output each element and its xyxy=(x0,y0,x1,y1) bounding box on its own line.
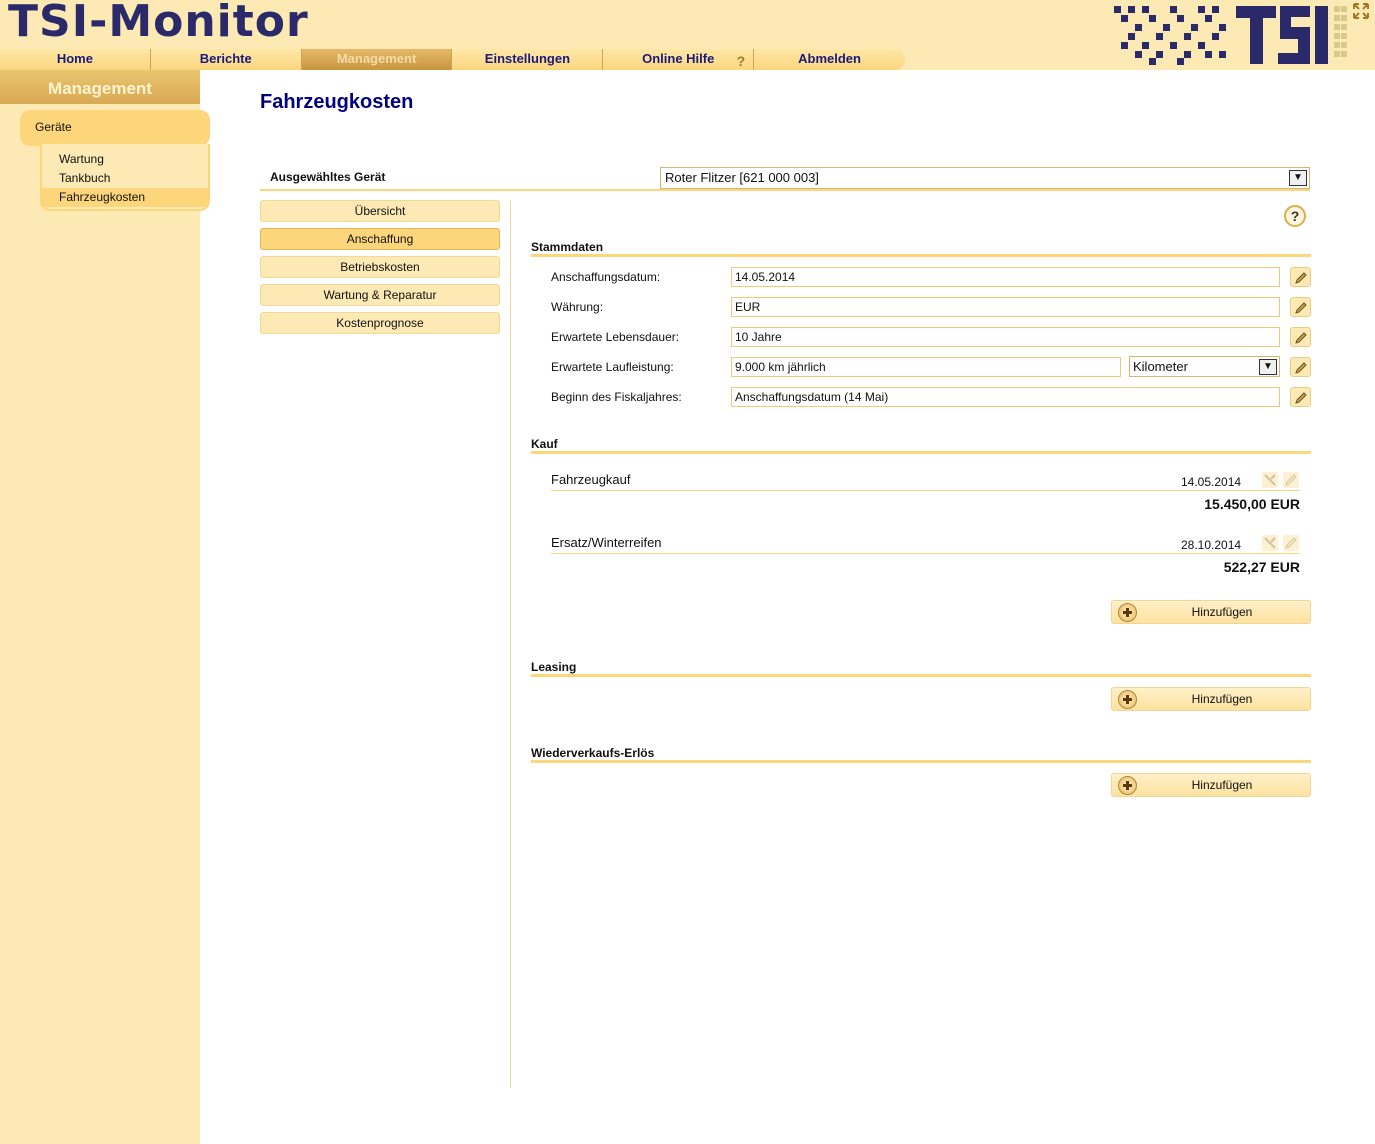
section-wiederverkauf: Wiederverkaufs-Erlös xyxy=(531,746,1311,763)
app-logo-text: TSI-Monitor xyxy=(8,0,309,47)
device-row xyxy=(260,167,1310,191)
nav-home[interactable]: Home xyxy=(0,49,151,70)
section-leasing: Leasing xyxy=(531,660,1311,677)
tools-icon xyxy=(1262,472,1278,488)
pencil-icon xyxy=(1283,535,1299,551)
section-stammdaten: Stammdaten xyxy=(531,240,1311,257)
item-amount: 522,27 EUR xyxy=(1223,559,1300,575)
pencil-icon xyxy=(1294,271,1308,285)
nav-abmelden[interactable]: Abmelden xyxy=(798,51,861,66)
anschaffungsdatum-field[interactable]: 14.05.2014 xyxy=(731,267,1280,287)
chevron-down-icon: ▼ xyxy=(1289,170,1307,186)
device-select-value: Roter Flitzer [621 000 003] xyxy=(665,170,819,185)
main-nav xyxy=(0,49,905,70)
device-select[interactable] xyxy=(660,167,1310,189)
app-header xyxy=(0,0,1375,70)
laufleistung-field[interactable]: 9.000 km jährlich xyxy=(731,357,1121,377)
edit-laufleistung-button[interactable] xyxy=(1290,357,1311,377)
content-divider xyxy=(510,200,511,1088)
unit-select[interactable] xyxy=(1129,356,1280,377)
pencil-icon xyxy=(1294,391,1308,405)
item-amount: 15.450,00 EUR xyxy=(1204,496,1300,512)
sidebar-item-tankbuch[interactable]: Tankbuch xyxy=(59,171,111,185)
unit-select-value: Kilometer xyxy=(1133,359,1188,374)
chevron-down-icon: ▼ xyxy=(1259,359,1277,375)
field-label-waehrung: Währung: xyxy=(551,300,604,314)
edit-lebensdauer-button[interactable] xyxy=(1290,327,1311,347)
field-label-anschaffungsdatum: Anschaffungsdatum: xyxy=(551,270,661,284)
field-label-fiskaljahr: Beginn des Fiskaljahres: xyxy=(551,390,682,404)
add-leasing-button[interactable]: Hinzufügen xyxy=(1111,687,1311,711)
tsi-logo xyxy=(1112,4,1348,66)
edit-item-button[interactable] xyxy=(1283,472,1299,488)
sidebar-group-geraete xyxy=(20,110,210,212)
edit-anschaffungsdatum-button[interactable] xyxy=(1290,267,1311,287)
nav-management[interactable]: Management xyxy=(302,49,453,70)
nav-online-hilfe[interactable]: Online Hilfe ? xyxy=(603,49,754,70)
section-kauf: Kauf xyxy=(531,437,1311,454)
item-date: 14.05.2014 xyxy=(1181,475,1242,489)
edit-fiskaljahr-button[interactable] xyxy=(1290,387,1311,407)
item-date: 28.10.2014 xyxy=(1181,538,1242,552)
edit-waehrung-button[interactable] xyxy=(1290,297,1311,317)
device-label: Ausgewähltes Gerät xyxy=(270,170,386,184)
edit-item-button[interactable] xyxy=(1283,535,1299,551)
sidebar xyxy=(0,70,200,1144)
page-title: Fahrzeugkosten xyxy=(260,91,414,113)
field-label-laufleistung: Erwartete Laufleistung: xyxy=(551,360,674,374)
tab-wartung-reparatur[interactable]: Wartung & Reparatur xyxy=(260,284,500,306)
sidebar-group-head[interactable]: Geräte xyxy=(20,110,210,146)
tools-icon xyxy=(1262,535,1278,551)
pencil-icon xyxy=(1283,472,1299,488)
pencil-icon xyxy=(1294,301,1308,315)
field-label-lebensdauer: Erwartete Lebensdauer: xyxy=(551,330,680,344)
item-name: Ersatz/Winterreifen xyxy=(551,535,662,550)
sidebar-header: Management xyxy=(0,70,200,104)
tab-kostenprognose[interactable]: Kostenprognose xyxy=(260,312,500,334)
add-wiederverkauf-button[interactable]: Hinzufügen xyxy=(1111,773,1311,797)
lebensdauer-field[interactable]: 10 Jahre xyxy=(731,327,1280,347)
waehrung-field[interactable]: EUR xyxy=(731,297,1280,317)
delete-item-button[interactable] xyxy=(1262,535,1278,551)
tab-uebersicht[interactable]: Übersicht xyxy=(260,200,500,222)
sidebar-submenu xyxy=(40,144,210,211)
delete-item-button[interactable] xyxy=(1262,472,1278,488)
fullscreen-icon[interactable] xyxy=(1352,2,1370,20)
pencil-icon xyxy=(1294,331,1308,345)
pencil-icon xyxy=(1294,361,1308,375)
item-name: Fahrzeugkauf xyxy=(551,472,631,487)
sidebar-item-fahrzeugkosten[interactable]: Fahrzeugkosten xyxy=(42,188,208,207)
sidebar-item-wartung[interactable]: Wartung xyxy=(59,152,104,166)
tab-anschaffung[interactable]: Anschaffung xyxy=(260,228,500,250)
add-kauf-button[interactable]: Hinzufügen xyxy=(1111,600,1311,624)
help-icon[interactable]: ? xyxy=(1284,205,1306,227)
fiskaljahr-field[interactable]: Anschaffungsdatum (14 Mai) xyxy=(731,387,1280,407)
help-icon: ? xyxy=(736,53,746,69)
tab-betriebskosten[interactable]: Betriebskosten xyxy=(260,256,500,278)
nav-berichte[interactable]: Berichte xyxy=(151,49,302,70)
nav-einstellungen[interactable]: Einstellungen xyxy=(452,49,603,70)
